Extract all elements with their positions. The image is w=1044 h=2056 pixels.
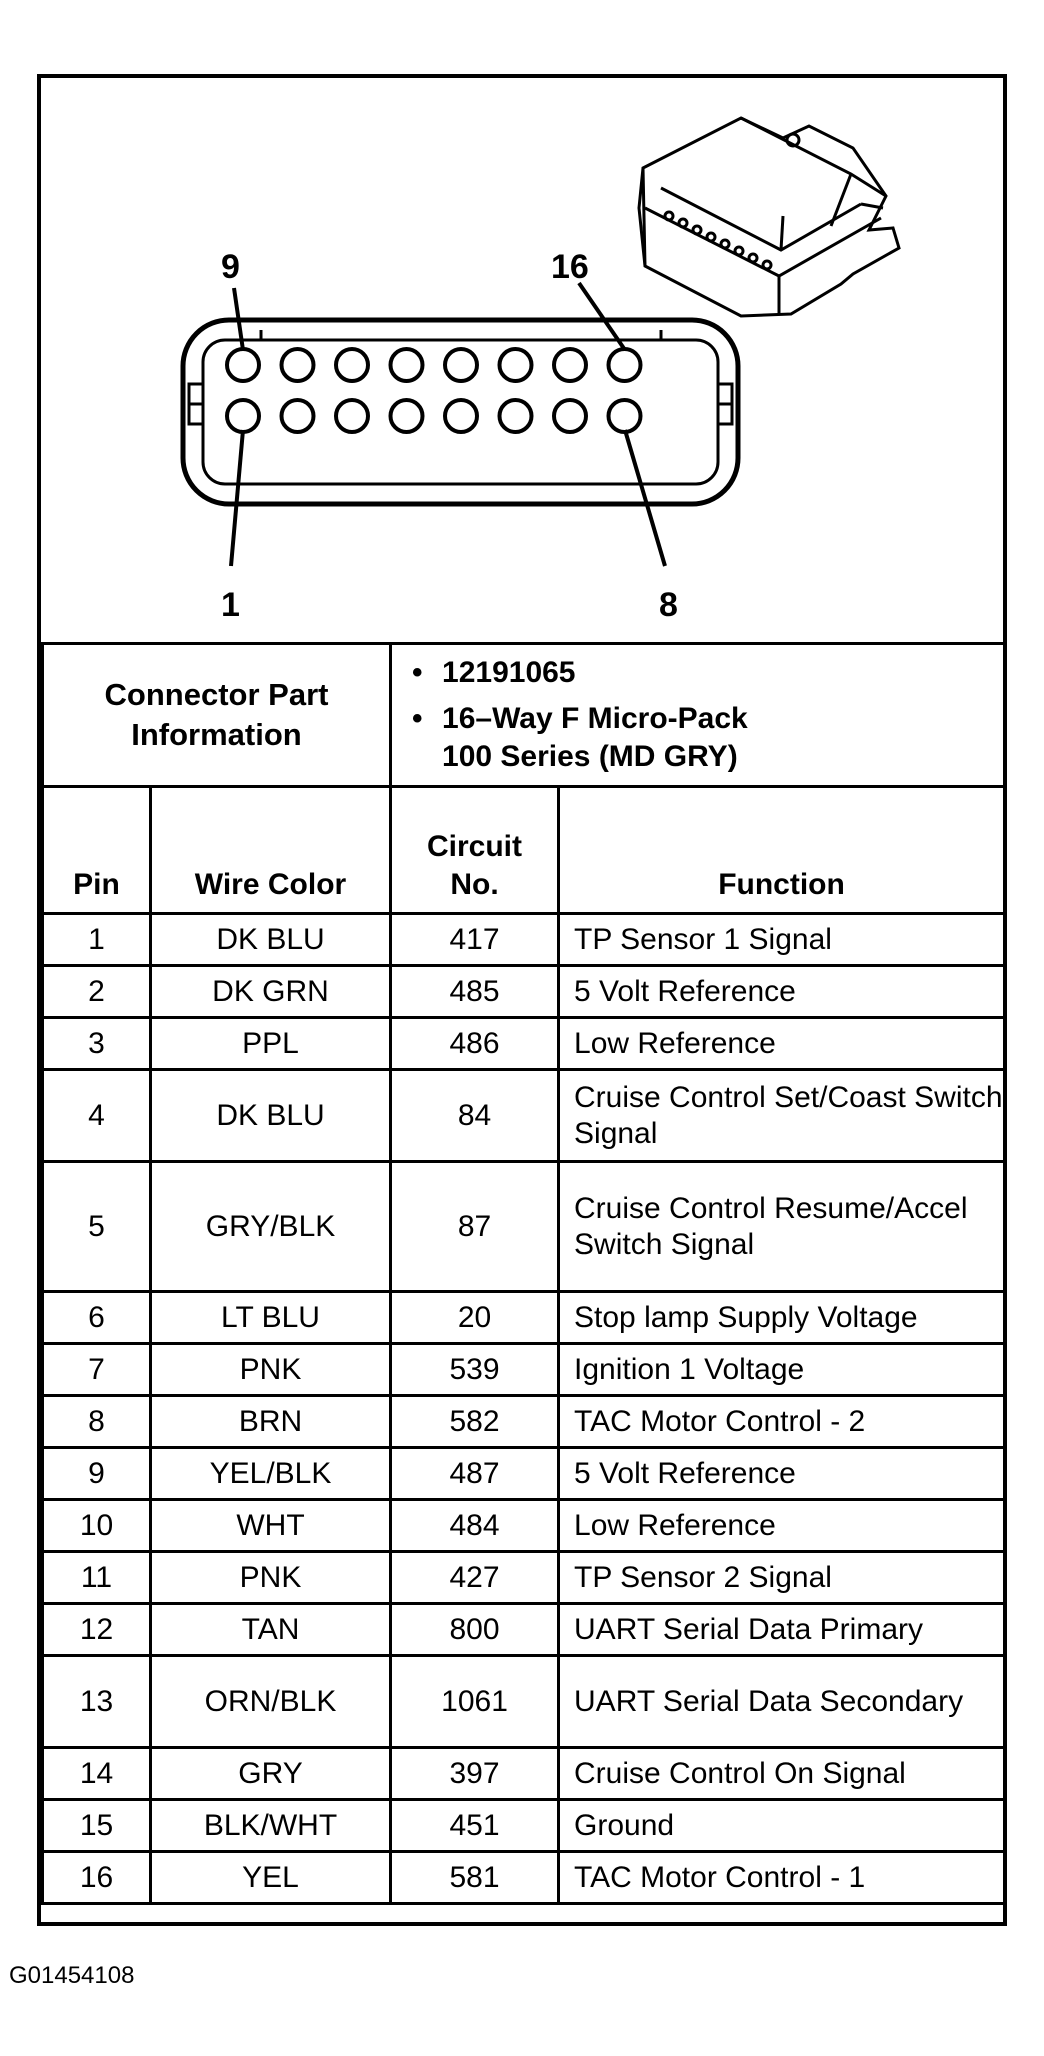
cell-circuit: 800 — [391, 1604, 559, 1656]
cell-circuit: 484 — [391, 1500, 559, 1552]
connector-face-drawing — [41, 78, 1003, 642]
cell-pin: 15 — [43, 1800, 151, 1852]
pin-cavity-12 — [391, 349, 423, 381]
cell-circuit: 87 — [391, 1162, 559, 1292]
cell-function: 5 Volt Reference — [559, 1448, 1005, 1500]
pin-row-top — [227, 349, 641, 381]
cell-pin: 8 — [43, 1396, 151, 1448]
cell-function: Low Reference — [559, 1500, 1005, 1552]
cell-function: TP Sensor 2 Signal — [559, 1552, 1005, 1604]
table-row — [43, 1162, 1005, 1292]
table-row — [43, 1500, 1005, 1552]
table-row — [43, 1604, 1005, 1656]
cell-circuit: 451 — [391, 1800, 559, 1852]
table-row — [43, 1748, 1005, 1800]
pinout-table — [41, 642, 1006, 1905]
connector-info-label: Connector Part Information — [43, 644, 391, 787]
cell-function: Cruise Control On Signal — [559, 1748, 1005, 1800]
cell-circuit: 397 — [391, 1748, 559, 1800]
connector-info-item: • 16–Way F Micro-Pack 100 Series (MD GRY) — [412, 702, 748, 773]
connector-3d-illustration — [639, 118, 899, 316]
leader-pin-1 — [231, 430, 243, 566]
cell-circuit: 486 — [391, 1018, 559, 1070]
pin-label-8: 8 — [659, 586, 678, 624]
cell-pin: 3 — [43, 1018, 151, 1070]
table-row — [43, 1396, 1005, 1448]
connector-info-row — [43, 644, 1005, 787]
cell-circuit: 84 — [391, 1070, 559, 1162]
cell-wire-color: DK BLU — [151, 914, 391, 966]
pin-label-16: 16 — [551, 248, 589, 286]
cell-function: UART Serial Data Primary — [559, 1604, 1005, 1656]
connector-diagram — [41, 78, 1003, 642]
table-header-row — [43, 787, 1005, 914]
cell-function: 5 Volt Reference — [559, 966, 1005, 1018]
cell-circuit: 582 — [391, 1396, 559, 1448]
cell-pin: 1 — [43, 914, 151, 966]
cell-circuit: 1061 — [391, 1656, 559, 1748]
header-wire-color: Wire Color — [151, 787, 391, 914]
cell-wire-color: LT BLU — [151, 1292, 391, 1344]
table-row — [43, 1552, 1005, 1604]
table-row — [43, 966, 1005, 1018]
pin-cavity-2 — [282, 400, 314, 432]
pin-label-9: 9 — [221, 248, 240, 286]
cell-wire-color: GRY — [151, 1748, 391, 1800]
cell-pin: 12 — [43, 1604, 151, 1656]
cell-function: Ignition 1 Voltage — [559, 1344, 1005, 1396]
cell-pin: 4 — [43, 1070, 151, 1162]
pin-cavity-13 — [445, 349, 477, 381]
cell-circuit: 485 — [391, 966, 559, 1018]
pin-cavity-16 — [609, 349, 641, 381]
cell-wire-color: YEL — [151, 1852, 391, 1904]
cell-wire-color: PNK — [151, 1552, 391, 1604]
cell-wire-color: YEL/BLK — [151, 1448, 391, 1500]
table-row — [43, 1292, 1005, 1344]
cell-pin: 6 — [43, 1292, 151, 1344]
pin-cavity-11 — [336, 349, 368, 381]
cell-function: TAC Motor Control - 1 — [559, 1852, 1005, 1904]
cell-circuit: 427 — [391, 1552, 559, 1604]
connector-figure — [37, 74, 1007, 1926]
table-row — [43, 1018, 1005, 1070]
table-row — [43, 1070, 1005, 1162]
table-row — [43, 1344, 1005, 1396]
pin-cavity-1 — [227, 400, 259, 432]
table-row — [43, 1448, 1005, 1500]
cell-pin: 11 — [43, 1552, 151, 1604]
cell-function: Cruise Control Set/Coast Switch Signal — [559, 1070, 1005, 1162]
header-circuit: Circuit No. — [391, 787, 559, 914]
cell-function: Stop lamp Supply Voltage — [559, 1292, 1005, 1344]
pin-cavity-5 — [445, 400, 477, 432]
cell-wire-color: BLK/WHT — [151, 1800, 391, 1852]
pin-cavity-6 — [500, 400, 532, 432]
cell-wire-color: TAN — [151, 1604, 391, 1656]
cell-pin: 5 — [43, 1162, 151, 1292]
pin-cavity-15 — [554, 349, 586, 381]
pin-cavity-8 — [609, 400, 641, 432]
cell-wire-color: DK BLU — [151, 1070, 391, 1162]
cell-circuit: 487 — [391, 1448, 559, 1500]
pin-cavity-3 — [336, 400, 368, 432]
pin-cavity-7 — [554, 400, 586, 432]
cell-pin: 2 — [43, 966, 151, 1018]
cell-wire-color: ORN/BLK — [151, 1656, 391, 1748]
cell-pin: 7 — [43, 1344, 151, 1396]
cell-wire-color: DK GRN — [151, 966, 391, 1018]
pin-cavity-4 — [391, 400, 423, 432]
cell-wire-color: GRY/BLK — [151, 1162, 391, 1292]
table-row — [43, 1656, 1005, 1748]
table-row — [43, 1852, 1005, 1904]
pin-row-bottom — [227, 400, 641, 432]
cell-pin: 16 — [43, 1852, 151, 1904]
pin-cavity-14 — [500, 349, 532, 381]
table-row — [43, 1800, 1005, 1852]
cell-circuit: 581 — [391, 1852, 559, 1904]
cell-pin: 13 — [43, 1656, 151, 1748]
header-function: Function — [559, 787, 1005, 914]
table-row — [43, 914, 1005, 966]
cell-function: TP Sensor 1 Signal — [559, 914, 1005, 966]
cell-wire-color: PPL — [151, 1018, 391, 1070]
cell-function: Ground — [559, 1800, 1005, 1852]
connector-info-list — [391, 644, 1005, 787]
pin-cavity-9 — [227, 349, 259, 381]
pin-cavity-10 — [282, 349, 314, 381]
cell-circuit: 417 — [391, 914, 559, 966]
cell-pin: 10 — [43, 1500, 151, 1552]
cell-circuit: 20 — [391, 1292, 559, 1344]
cell-circuit: 539 — [391, 1344, 559, 1396]
cell-wire-color: PNK — [151, 1344, 391, 1396]
figure-id: G01454108 — [9, 1962, 135, 1989]
cell-function: Low Reference — [559, 1018, 1005, 1070]
cell-pin: 9 — [43, 1448, 151, 1500]
cell-wire-color: WHT — [151, 1500, 391, 1552]
connector-info-item: • 12191065 — [412, 656, 576, 689]
pin-label-1: 1 — [221, 586, 240, 624]
header-pin: Pin — [43, 787, 151, 914]
cell-wire-color: BRN — [151, 1396, 391, 1448]
cell-function: TAC Motor Control - 2 — [559, 1396, 1005, 1448]
cell-function: Cruise Control Resume/Accel Switch Signal — [559, 1162, 1005, 1292]
cell-pin: 14 — [43, 1748, 151, 1800]
leader-pin-8 — [625, 430, 665, 566]
cell-function: UART Serial Data Secondary — [559, 1656, 1005, 1748]
